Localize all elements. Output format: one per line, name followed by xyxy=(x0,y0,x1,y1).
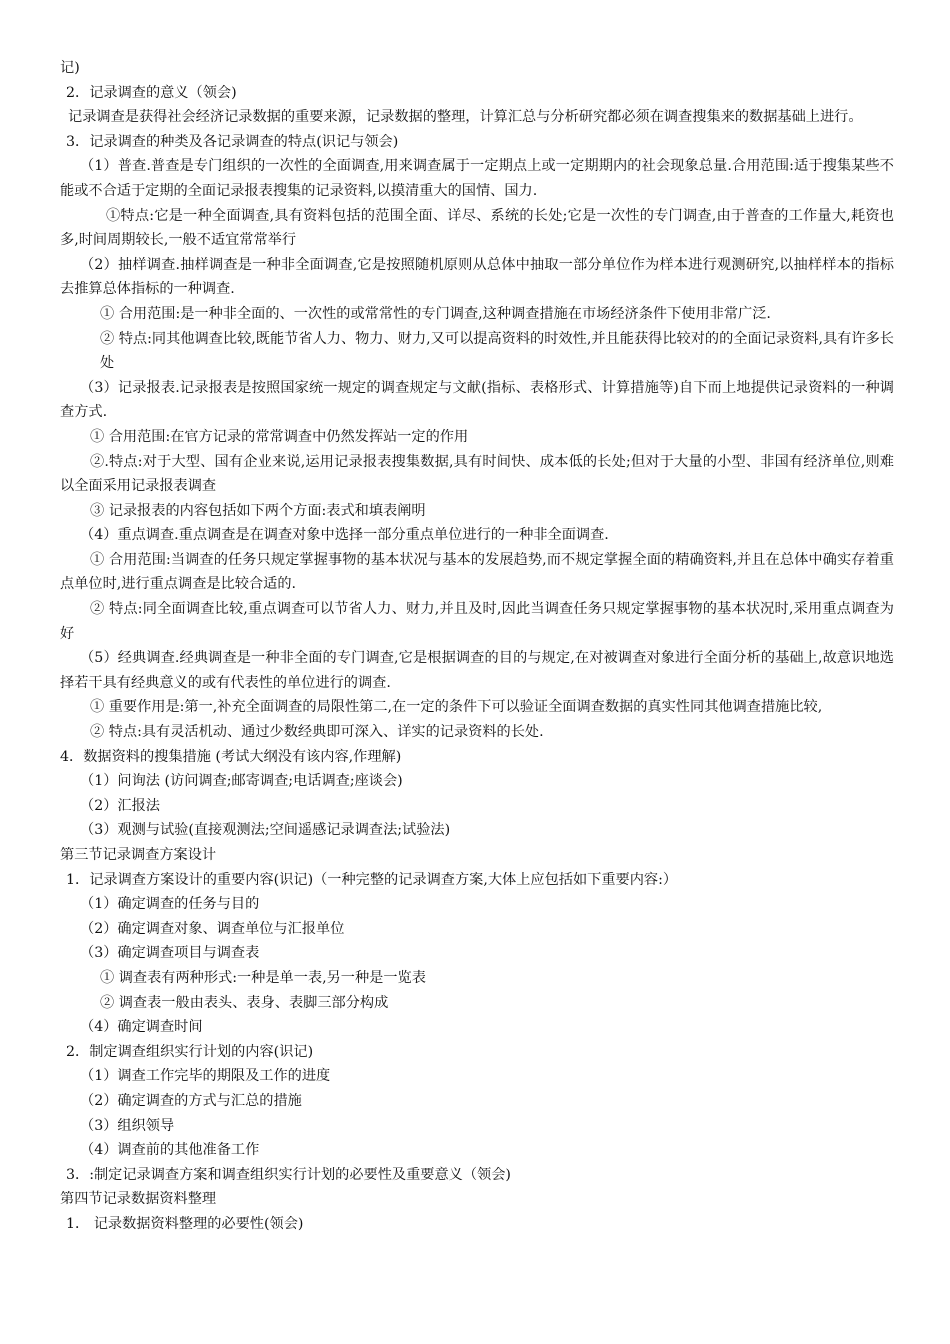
list-item-survey-time: （4）确定调查时间 xyxy=(80,1019,203,1036)
heading-necessity: 3．:制定记录调查方案和调查组织实行计划的必要性及重要意义（领会) xyxy=(66,1166,511,1183)
paragraph-census-features: ①特点:它是一种全面调查,具有资料包括的范围全面、详尽、系统的长处;它是一次性的专门调查,由于普查的工作量大,耗资也多,时间周期较长,一般不适宜常常举行 xyxy=(60,207,894,249)
paragraph-typical-survey: （5）经典调查.经典调查是一种非全面的专门调查,它是根据调查的目的与规定,在对被调查对象进行全面分析的基础上,故意识地选择若干具有经典意义的或有代表性的单位进行的调查. xyxy=(60,650,894,691)
list-item-preparation: （4）调查前的其他准备工作 xyxy=(80,1142,260,1159)
list-item-methods: （2）确定调查的方式与汇总的措施 xyxy=(80,1092,302,1109)
paragraph-statistical-reports: （3）记录报表.记录报表是按照国家统一规定的调查规定与文献(指标、表格形式、计算措施等)自下而上地提供记录资料的一种调查方式. xyxy=(60,379,894,421)
item-typical-features: ② 特点:具有灵活机动、通过少数经典即可深入、详实的记录资料的长处. xyxy=(90,724,544,741)
list-item-task-purpose: （1）确定调查的任务与目的 xyxy=(80,896,260,913)
item-reports-scope: ① 合用范围:在官方记录的常常调查中仍然发挥站一定的作用 xyxy=(90,428,469,445)
list-item-inquiry: （1）问询法 (访问调查;邮寄调查;电话调查;座谈会) xyxy=(80,773,403,790)
paragraph-census: （1）普查.普查是专门组织的一次性的全面调查,用来调查属于一定期点上或一定期期内的社会现象总量.合用范围:适于搜集某些不能或不合适于定期的全面记录报表搜集的记录资料,以摸清重大的国情、国力. xyxy=(60,158,894,199)
paragraph-significance: 记录调查是获得社会经济记录数据的重要来源，记录数据的整理，计算汇总与分析研究都必须在调查搜集来的数据基础上进行。 xyxy=(68,109,863,126)
text-line-continuation: 记) xyxy=(60,60,80,76)
item-key-point-scope: ① 合用范围:当调查的任务只规定掌握事物的基本状况与基本的发展趋势,而不规定掌握全面的精确资料,并且在总体中确实存着重点单位时,进行重点调查是比较合适的. xyxy=(60,551,894,593)
heading-survey-types: 3．记录调查的种类及各记录调查的特点(识记与领会) xyxy=(66,133,399,150)
heading-significance: 2．记录调查的意义（领会) xyxy=(66,84,237,101)
list-item-objects-units: （2）确定调查对象、调查单位与汇报单位 xyxy=(80,920,345,937)
item-reports-features: ②.特点:对于大型、国有企业来说,运用记录报表搜集数据,具有时间快、成本低的长处;但对于大量的小型、非国有经济单位,则难以全面采用记录报表调查 xyxy=(60,453,894,495)
paragraph-key-point-survey: （4）重点调查.重点调查是在调查对象中选择一部分重点单位进行的一种非全面调查. xyxy=(80,527,609,544)
document-body xyxy=(60,56,894,1237)
item-sampling-features: ② 特点:同其他调查比较,既能节省人力、物力、财力,又可以提高资料的时效性,并且能获得比较对的的全面记录资料,具有许多长处 xyxy=(100,330,894,372)
heading-collection-methods: 4．数据资料的搜集措施 (考试大纲没有该内容,作理解) xyxy=(60,748,402,765)
list-item-report: （2）汇报法 xyxy=(80,797,160,814)
list-item-observation: （3）观测与试验(直接观测法;空间遥感记录调查法;试验法) xyxy=(80,822,451,839)
list-item-leadership: （3）组织领导 xyxy=(80,1117,175,1134)
item-typical-role: ① 重要作用是:第一,补充全面调查的局限性第二,在一定的条件下可以验证全面调查数据的真实性同其他调查措施比较, xyxy=(90,699,823,716)
sub-item-table-forms: ① 调查表有两种形式:一种是单一表,另一种是一览表 xyxy=(100,969,426,986)
section-heading-3: 第三节记录调查方案设计 xyxy=(60,847,217,863)
item-sampling-scope: ① 合用范围:是一种非全面的、一次性的或常常性的专门调查,这种调查措施在市场经济条件下使用非常广泛. xyxy=(100,305,771,322)
list-item-deadline: （1）调查工作完毕的期限及工作的进度 xyxy=(80,1068,331,1085)
heading-implementation-plan: 2．制定调查组织实行计划的内容(识记) xyxy=(66,1043,314,1060)
sub-item-table-parts: ② 调查表一般由表头、表身、表脚三部分构成 xyxy=(100,994,389,1011)
heading-plan-contents: 1．记录调查方案设计的重要内容(识记)（一种完整的记录调查方案,大体上应包括如下重要内容:） xyxy=(66,871,678,888)
heading-data-organization: 1． 记录数据资料整理的必要性(领会) xyxy=(66,1215,304,1232)
section-heading-4: 第四节记录数据资料整理 xyxy=(60,1191,217,1208)
item-key-point-features: ② 特点:同全面调查比较,重点调查可以节省人力、财力,并且及时,因此当调查任务只规定掌握事物的基本状况时,采用重点调查为好 xyxy=(60,601,894,642)
list-item-items-table: （3）确定调查项目与调查表 xyxy=(80,945,260,962)
item-reports-contents: ③ 记录报表的内容包括如下两个方面:表式和填表阐明 xyxy=(90,502,426,519)
paragraph-sampling: （2）抽样调查.抽样调查是一种非全面调查,它是按照随机原则从总体中抽取一部分单位作为样本进行观测研究,以抽样样本的指标去推算总体指标的一种调查. xyxy=(60,256,894,298)
